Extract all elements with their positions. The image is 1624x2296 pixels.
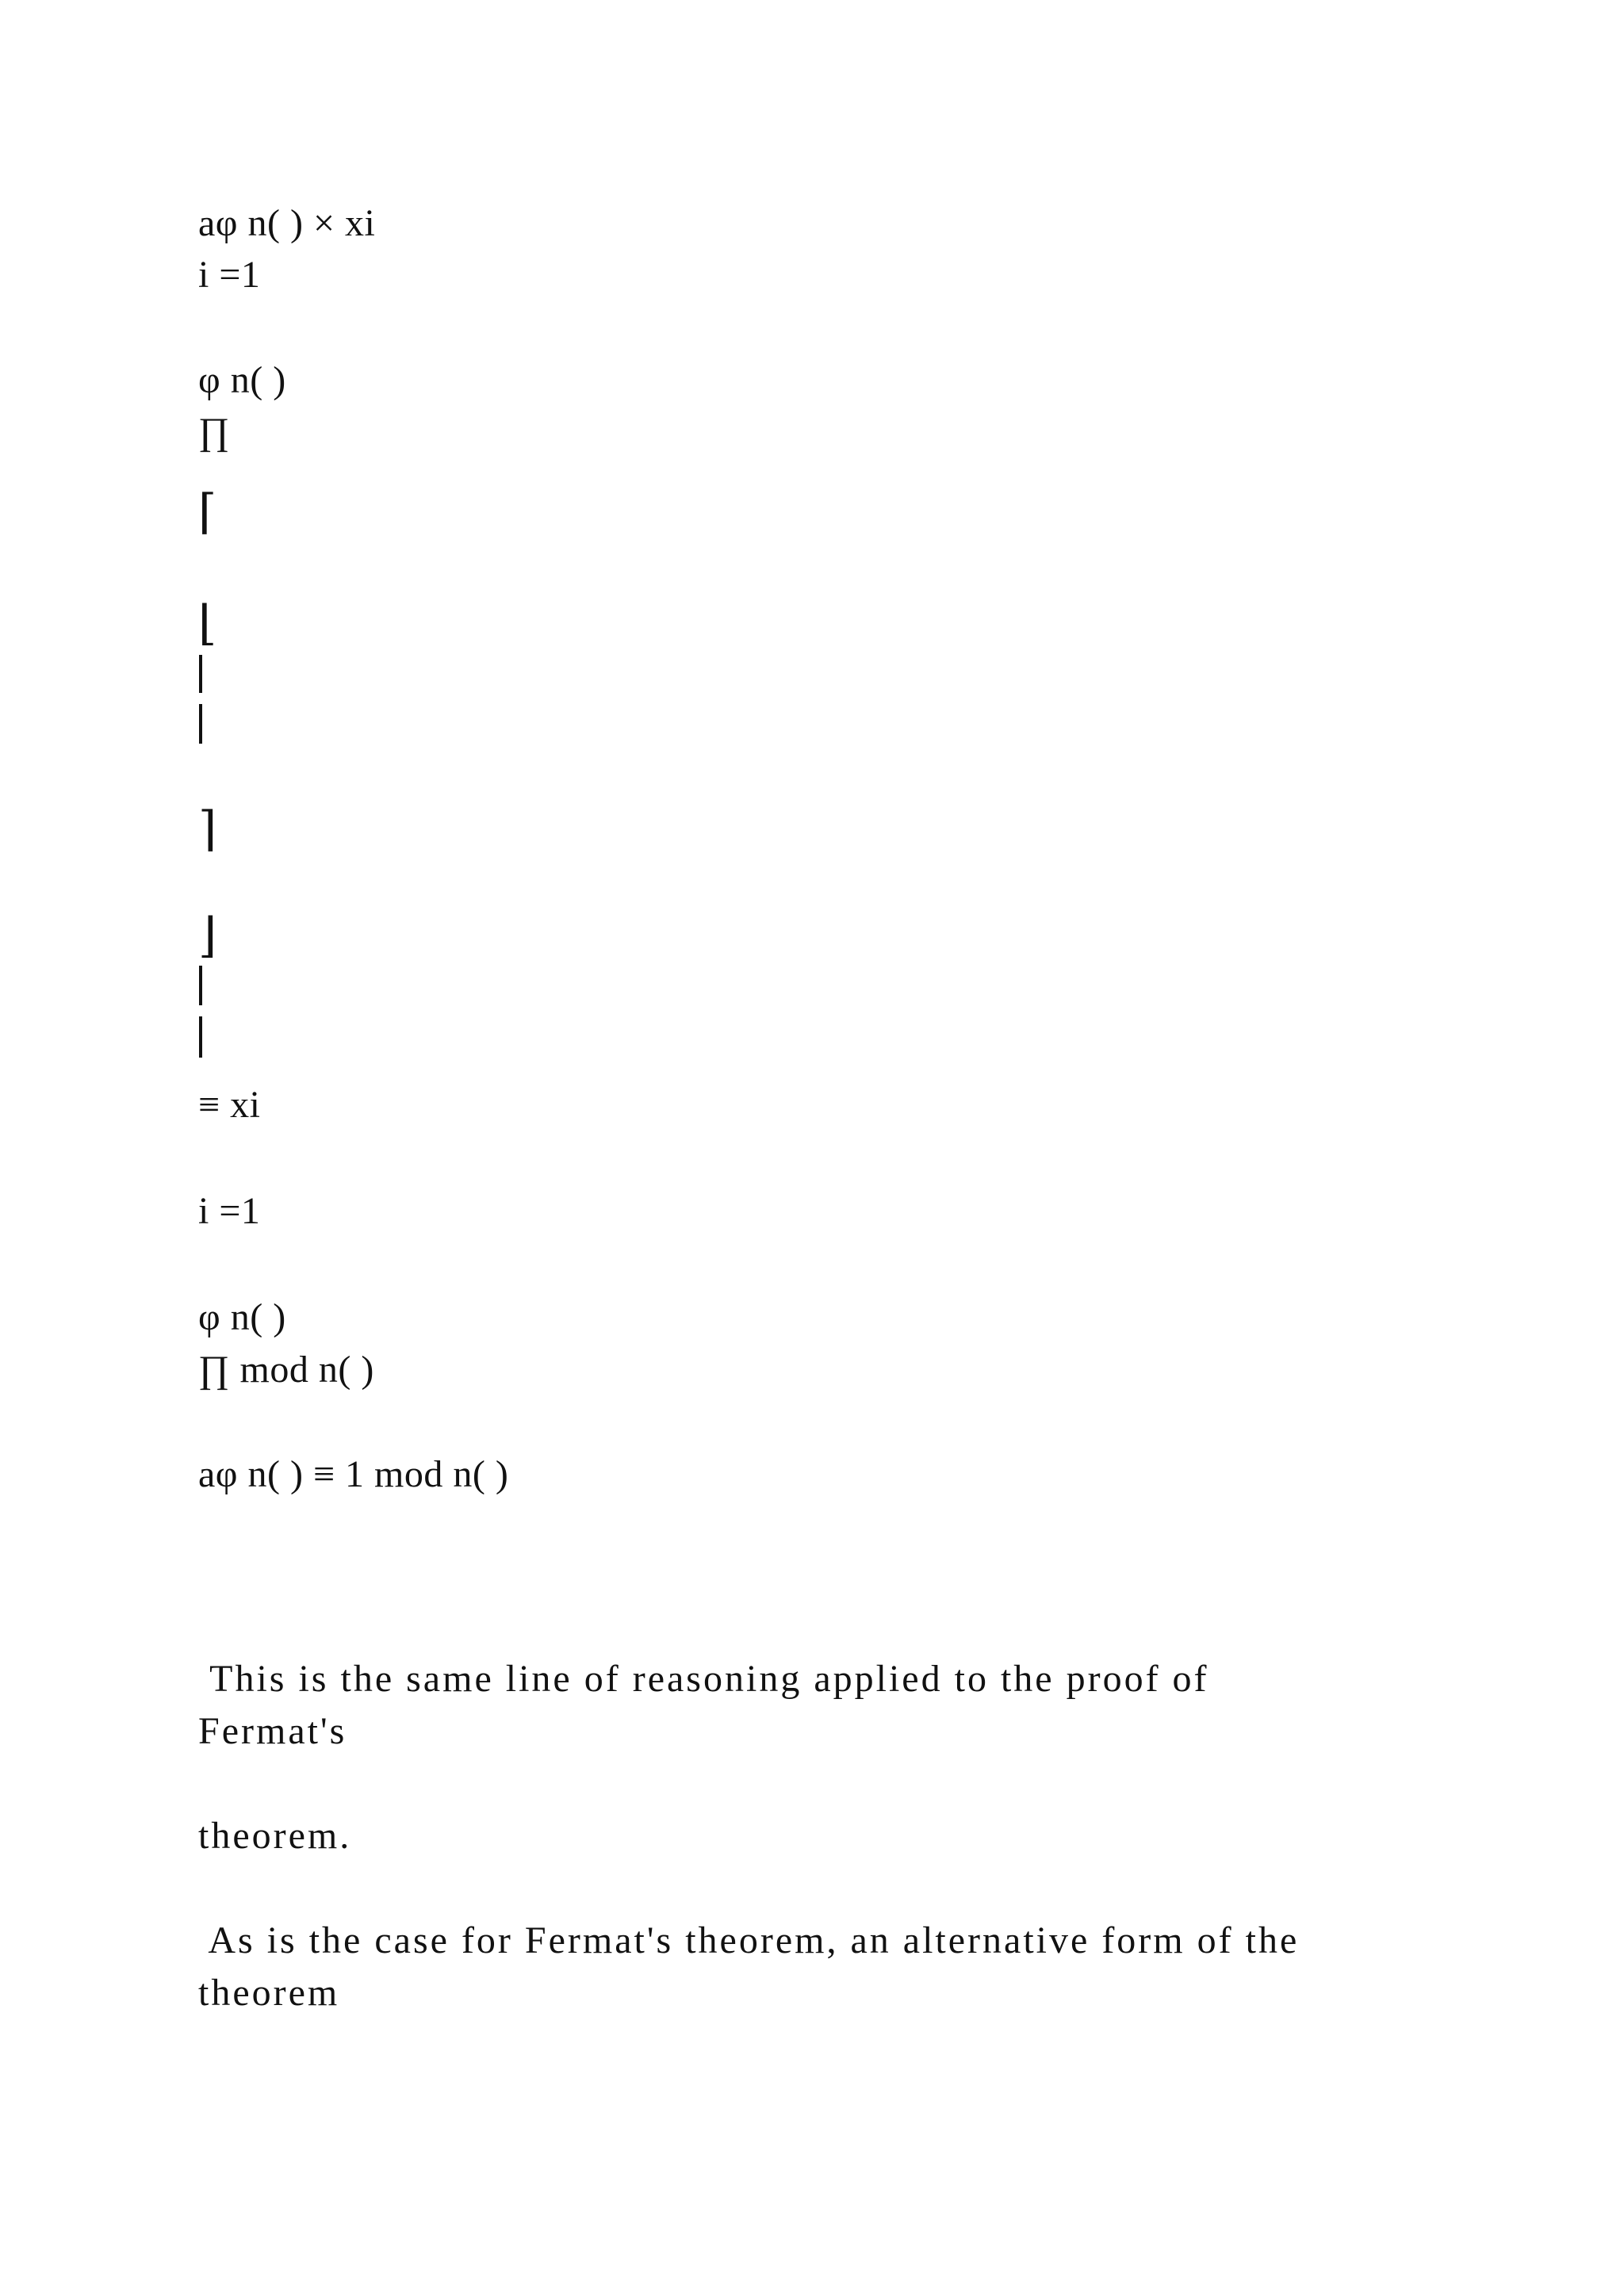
paragraph-1-line-1: This is the same line of reasoning applied to the proof of	[198, 1658, 1209, 1700]
left-bracket-extension-1	[199, 655, 202, 693]
equation-line-8: aφ n( ) ≡ 1 mod n( )	[198, 1453, 509, 1495]
right-bracket-top: ⌉	[198, 803, 217, 855]
paragraph-2-line-1: theorem.	[198, 1815, 352, 1857]
equation-line-3: φ n( )	[198, 359, 286, 401]
equation-line-5: i =1	[198, 1190, 261, 1232]
paragraph-3-line-1: As is the case for Fermat's theorem, an alternative form of the	[198, 1919, 1300, 1961]
equation-line-6: φ n( )	[198, 1296, 286, 1338]
right-bracket-extension-2	[199, 1016, 202, 1058]
right-bracket-extension-1	[199, 966, 202, 1005]
product-symbol: ∏	[198, 411, 231, 453]
right-bracket-bottom: ⌋	[198, 909, 217, 962]
paragraph-1-line-2: Fermat's	[198, 1710, 347, 1752]
left-bracket-top: ⌈	[198, 486, 217, 538]
equation-line-7: ∏ mod n( )	[198, 1349, 374, 1391]
equation-line-4: ≡ xi	[198, 1084, 261, 1126]
paragraph-3-line-2: theorem	[198, 1972, 340, 2014]
equation-line-1: aφ n( ) × xi	[198, 202, 376, 244]
left-bracket-extension-2	[199, 704, 202, 744]
left-bracket-bottom: ⌊	[198, 597, 217, 649]
equation-line-2: i =1	[198, 254, 261, 296]
